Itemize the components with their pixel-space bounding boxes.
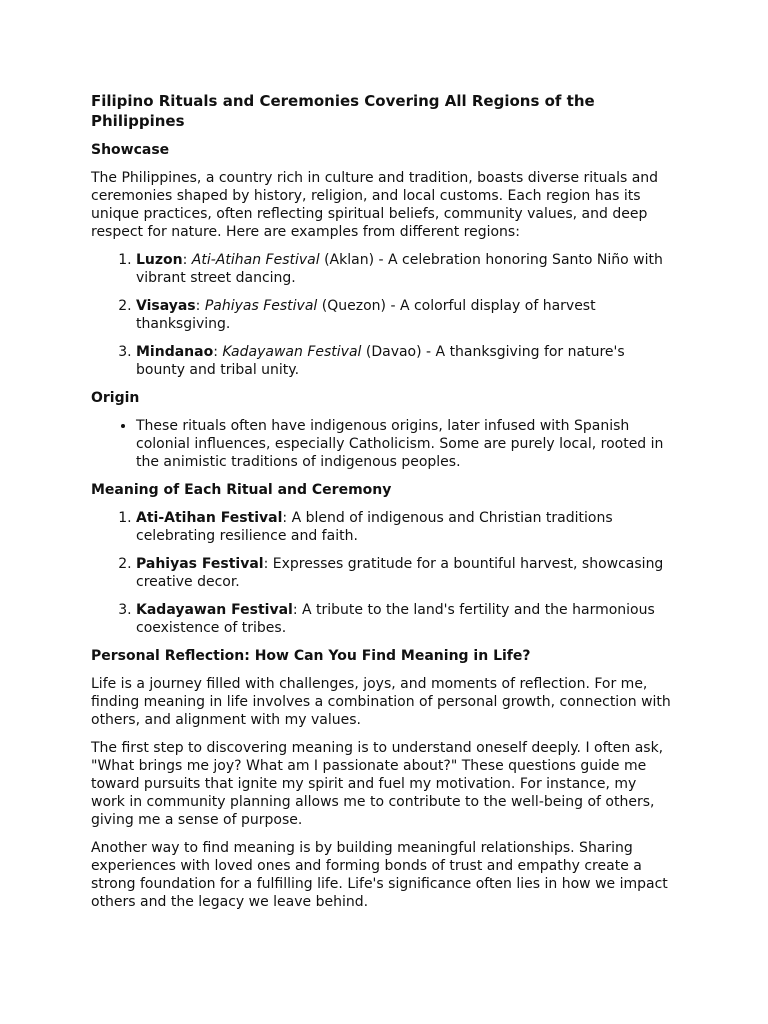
- reflection-paragraph: Another way to find meaning is by building meaningful relationships. Sharing experiences with loved ones and forming bonds of trust and empathy create a strong foundation for a fulfilling life. Life's significance often lies in how we impact others and the legacy we leave behind.: [91, 840, 668, 910]
- showcase-item-luzon: [136, 251, 676, 287]
- showcase-item-visayas: [136, 297, 676, 333]
- meaning-heading: Meaning of Each Ritual and Ceremony: [91, 482, 392, 498]
- region-name: Mindanao: [136, 344, 214, 360]
- festival-meaning: : A tribute to the land's fertility and the harmonious coexistence of tribes.: [136, 602, 655, 636]
- festival-meaning: : A blend of indigenous and Christian traditions celebrating resilience and faith.: [136, 510, 613, 544]
- separator: :: [213, 344, 223, 360]
- showcase-list: [91, 251, 676, 379]
- separator: :: [195, 298, 205, 314]
- festival-meaning: : Expresses gratitude for a bountiful harvest, showcasing creative decor.: [136, 556, 664, 590]
- showcase-intro: The Philippines, a country rich in culture and tradition, boasts diverse rituals and ceremonies shaped by history, religion, and local customs. Each region has its unique practices, often reflecting spiritual beliefs, community values, and deep respect for nature. Here are examples from different regions:: [91, 170, 659, 240]
- festival-name: Ati-Atihan Festival: [191, 252, 320, 268]
- festival-name: Kadayawan Festival: [222, 344, 362, 360]
- reflection-paragraph: Life is a journey filled with challenges, joys, and moments of reflection. For me, finding meaning in life involves a combination of personal growth, connection with others, and alignment with my values.: [91, 676, 671, 728]
- meaning-item-pahiyas: [136, 555, 676, 591]
- festival-description: (Aklan) - A celebration honoring Santo Niño with vibrant street dancing.: [136, 252, 663, 286]
- showcase-heading: Showcase: [91, 142, 170, 158]
- document-title: Filipino Rituals and Ceremonies Covering All Regions of the Philippines: [91, 92, 595, 130]
- origin-item: • These rituals often have indigenous origins, later infused with Spanish colonial influences, especially Catholicism. Some are purely local, rooted in the animistic traditions of indigenous peoples.: [136, 417, 676, 471]
- region-name: Luzon: [136, 252, 183, 268]
- meaning-item-kadayawan: [136, 601, 676, 637]
- origin-heading: Origin: [91, 390, 140, 406]
- meaning-item-ati-atihan: [136, 509, 676, 545]
- reflection-paragraph: The first step to discovering meaning is to understand oneself deeply. I often ask, "What brings me joy? What am I passionate about?" These questions guide me toward pursuits that ignite my spirit and fuel my motivation. For instance, my work in community planning allows me to contribute to the well-being of others, giving me a sense of purpose.: [91, 740, 664, 828]
- festival-description: (Davao) - A thanksgiving for nature's bounty and tribal unity.: [136, 344, 625, 378]
- showcase-item-mindanao: [136, 343, 676, 379]
- festival-name: Ati-Atihan Festival: [136, 510, 283, 526]
- festival-description: (Quezon) - A colorful display of harvest thanksgiving.: [136, 298, 596, 332]
- festival-name: Pahiyas Festival: [204, 298, 318, 314]
- festival-name: Pahiyas Festival: [136, 556, 264, 572]
- origin-list: [91, 417, 676, 471]
- festival-name: Kadayawan Festival: [136, 602, 293, 618]
- region-name: Visayas: [136, 298, 196, 314]
- meaning-list: [91, 509, 676, 637]
- separator: :: [182, 252, 192, 268]
- reflection-heading: Personal Reflection: How Can You Find Meaning in Life?: [91, 648, 531, 664]
